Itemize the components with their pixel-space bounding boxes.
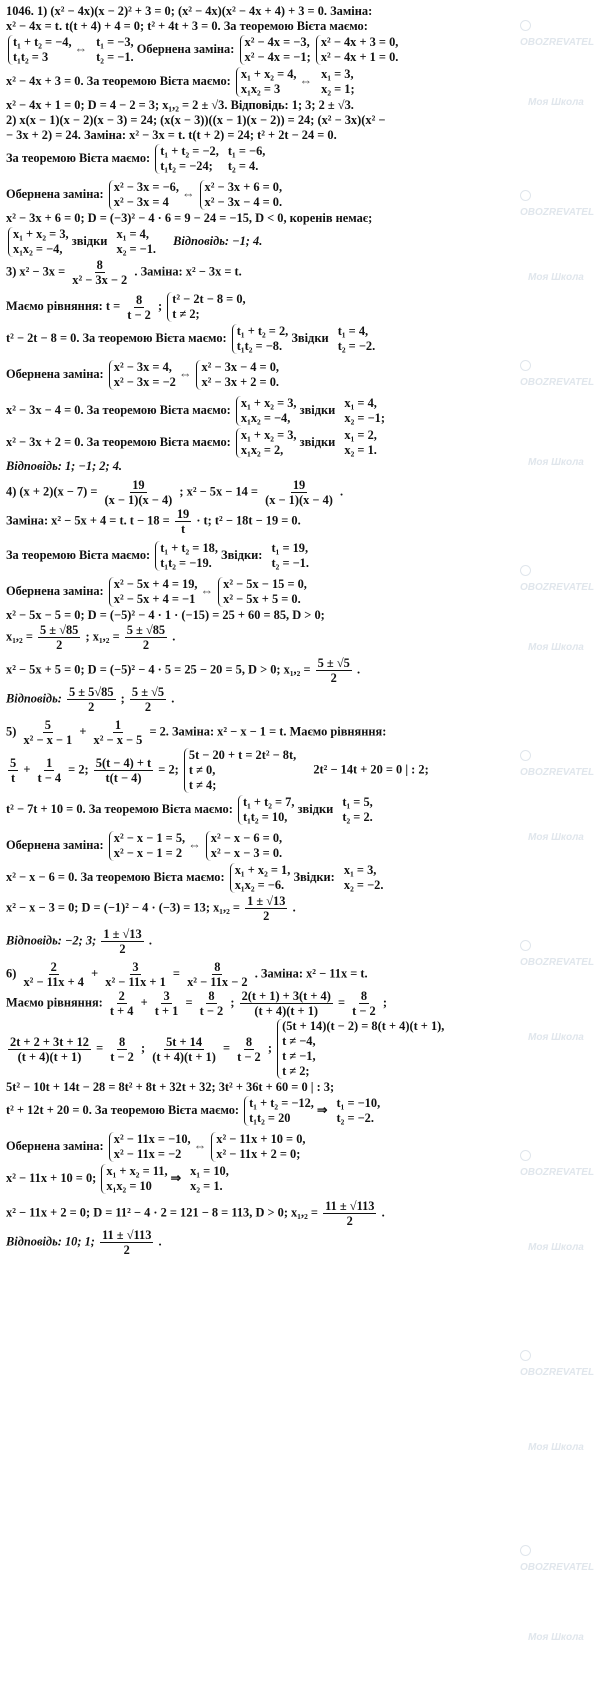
fraction: $\frac{2(t + 1) + 3(t + 4)}{(t + 4)(t + 1)}$: [241, 989, 331, 1018]
fraction: $\frac{8}{\text{x² − 3x − 2}}$: [72, 258, 128, 287]
text-line: x² − 4x + 1 = 0; D = 4 − 2 = 3; x₁,₂ = 2 ± √3. Відповідь: 1; 3; 2 ± √3.: [6, 98, 354, 112]
system: x² − 5x − 15 = 0, x² − 5x + 5 = 0.: [216, 577, 307, 607]
system: x₁ + x₂ = 3, x₁x₂ = −4,: [6, 227, 69, 257]
fraction: $\frac{1 \pm √13}{2}$: [103, 927, 142, 956]
text-line: 2) x(x − 1)(x − 2)(x − 3) = 24; (x(x − 3))((x − 1)(x − 2)) = 24; (x² − 3x)(x² −: [6, 113, 386, 127]
equation-block: 3) x² − 3x = $\frac{8}{\text{x² − 3x − 2}}$ . Заміна: x² − 3x = t.: [6, 258, 242, 287]
watermark-obozrevatel: OBOZREVATEL: [520, 565, 600, 595]
equation-block: 5) $\frac{5}{\text{x² − x − 1}}$ + $\frac{1}{\text{x² − x − 5}}$ = 2. Заміна: x² − x − 1 = t. Маємо рівняння:: [6, 718, 387, 747]
fraction: $\frac{5t + 14}{(t + 4)(t + 1)}$: [152, 1034, 216, 1064]
equation-block: x² − 5x + 5 = 0; D = (−5)² − 4 · 5 = 25 − 20 = 5, D > 0; x₁,₂ = $\frac{5 \pm √5}{2}$ .: [6, 656, 361, 685]
fraction: $\frac{5 \pm √5}{2}$: [131, 685, 165, 714]
equation-block: Обернена заміна: x² − 3x = −6, x² − 3x = 4 ⇔ x² − 3x + 6 = 0, x² − 3x − 4 = 0.: [6, 180, 283, 209]
fraction: $\frac{8}{t - 2}$: [199, 989, 224, 1018]
system: x² − 3x = 4, x² − 3x = −2: [107, 360, 176, 390]
equation-block: Обернена заміна: x² − 3x = 4, x² − 3x = −2 ⇔ x² − 3x − 4 = 0, x² − 3x + 2 = 0.: [6, 360, 280, 389]
equation-block: t₁ + t₂ = −4, t₁t₂ = 3 ⇔ t₁ = −3, t₂ = −1. Обернена заміна: x² − 4x = −3, x² − 4x = −1; x² − 4x + 3 = 0, x² − 4x + 1 = 0.: [6, 34, 592, 66]
system: t₁ = 19, t₂ = −1.: [271, 541, 309, 570]
text-line: 5t² − 10t + 14t − 28 = 8t² + 8t + 32t + 32; 3t² + 36t + 60 = 0 | : 3;: [6, 1080, 335, 1094]
equation-block: x² − x − 3 = 0; D = (−1)² − 4 · (−3) = 13; x₁,₂ = $\frac{1 \pm √13}{2}$ .: [6, 894, 296, 923]
system: x² − 3x − 4 = 0, x² − 3x + 2 = 0.: [194, 360, 279, 390]
watermark-obozrevatel: OBOZREVATEL: [520, 1150, 600, 1180]
answer-line: Відповідь: −2; 3; $\frac{1 \pm √13}{2}$ .: [6, 927, 152, 956]
equation-block: t² + 12t + 20 = 0. За теоремою Вієта маємо: t₁ + t₂ = −12, t₁t₂ = 20 ⇒ t₁ = −10, t₂ = −2.: [6, 1096, 381, 1125]
equation-block: x² − 3x − 4 = 0. За теоремою Вієта маємо: x₁ + x₂ = 3, x₁x₂ = −4, звідки x₁ = 4, x₂ = −1;: [6, 396, 385, 425]
fraction: $\frac{1 \pm √13}{2}$: [247, 894, 286, 923]
system: x₁ = 2, x₂ = 1.: [344, 428, 377, 457]
equation-block: 6) $\frac{2}{\text{x² − 11x + 4}}$ + $\frac{3}{\text{x² − 11x + 1}}$ = $\frac{8}{\text{x² − 11x − 2}}$ . Заміна: x² − 11x = t.: [6, 960, 368, 989]
text-line: 1046. 1) (x² − 4x)(x − 2)² + 3 = 0; (x² − 4x)(x² − 4x + 4) + 3 = 0. Заміна:: [6, 4, 373, 18]
text-line: − 3x + 2) = 24. Заміна: x² − 3x = t. t(t + 2) = 24; t² + 2t − 24 = 0.: [6, 128, 337, 142]
fraction: $\frac{11 \pm √113}{2}$: [102, 1228, 152, 1257]
text-line: x² − 4x = t. t(t + 4) + 4 = 0; t² + 4t + 3 = 0. За теоремою Вієта маємо:: [6, 19, 368, 33]
fraction: $\frac{3}{\text{x² − 11x + 1}}$: [105, 960, 166, 989]
fraction: $\frac{19}{(x - 1)(x - 4)}$: [104, 478, 173, 507]
equation-block: Маємо рівняння: t = $\frac{8}{t - 2}$ ; t² − 2t − 8 = 0, t ≠ 2;: [6, 292, 246, 322]
fraction: $\frac{5 \pm 5√85}{2}$: [68, 685, 114, 714]
system: x² − 3x = −6, x² − 3x = 4: [107, 180, 179, 210]
equation-block: $\frac{5}{t}$ + $\frac{1}{t - 4}$ = 2; $\frac{5(t - 4) + t}{t(t - 4)}$ = 2; 5t − 20 + t = 2t² − 8t, t ≠ 0, t ≠ 4; 2t² − 14t + 20 = 0 | : 2;: [10, 748, 429, 792]
system: t₁ + t₂ = −4, t₁t₂ = 3: [6, 35, 72, 65]
system: x₁ + x₂ = 11, x₁x₂ = 10: [99, 1164, 167, 1194]
system: x² − 5x + 4 = 19, x² − 5x + 4 = −1: [107, 577, 198, 607]
system: x₁ + x₂ = 3, x₁x₂ = −4,: [234, 396, 297, 426]
fraction: $\frac{19}{t}$: [176, 507, 190, 536]
watermark-obozrevatel: OBOZREVATEL: [520, 750, 600, 780]
system: t₁ = −3, t₂ = −1.: [96, 35, 134, 64]
system: t₁ + t₂ = 18, t₁t₂ = −19.: [153, 541, 218, 571]
system: t₁ + t₂ = −2, t₁t₂ = −24;: [153, 144, 219, 174]
answer-line: Відповідь: $\frac{5 \pm 5√85}{2}$ ; $\frac{5 \pm √5}{2}$ .: [6, 685, 175, 714]
equation-block: x² − 3x + 2 = 0. За теоремою Вієта маємо: x₁ + x₂ = 3, x₁x₂ = 2, звідки x₁ = 2, x₂ = 1.: [6, 428, 377, 457]
fraction: $\frac{11 \pm √113}{2}$: [325, 1199, 375, 1228]
fraction: $\frac{5(t - 4) + t}{t(t - 4)}$: [95, 756, 152, 785]
equation-block: t² − 2t − 8 = 0. За теоремою Вієта маємо: t₁ + t₂ = 2, t₁t₂ = −8. Звідки t₁ = 4, t₂ = −2.: [6, 324, 376, 353]
fraction: $\frac{2}{t + 4}$: [109, 989, 134, 1018]
watermark-obozrevatel: OBOZREVATEL: [520, 1350, 600, 1380]
watermark-moya-shkola: Моя Школа: [528, 642, 584, 653]
equation-block: Обернена заміна: x² − x − 1 = 5, x² − x − 1 = 2 ⇔ x² − x − 6 = 0, x² − x − 3 = 0.: [6, 831, 283, 860]
equation-block: За теоремою Вієта маємо: t₁ + t₂ = −2, t₁t₂ = −24; t₁ = −6, t₂ = 4.: [6, 144, 266, 173]
equation-block: x² − 11x + 10 = 0; x₁ + x₂ = 11, x₁x₂ = 10 ⇒ x₁ = 10, x₂ = 1.: [6, 1164, 229, 1193]
system: x₁ = 3, x₂ = 1;: [321, 67, 355, 96]
system: x₁ = 4, x₂ = −1.: [116, 227, 157, 256]
system: t₁ = −6, t₂ = 4.: [227, 144, 266, 173]
equation-block: x² − x − 6 = 0. За теоремою Вієта маємо: x₁ + x₂ = 1, x₁x₂ = −6. Звідки: x₁ = 3, x₂ = −2.: [6, 863, 384, 892]
fraction: $\frac{8}{t - 2}$: [237, 1034, 261, 1064]
answer-line: Відповідь: 1; −1; 2; 4.: [6, 459, 123, 473]
fraction: $\frac{8}{t - 2}$: [352, 989, 376, 1018]
system: x² − 11x + 10 = 0, x² − 11x + 2 = 0;: [209, 1132, 305, 1162]
system: x₁ = 10, x₂ = 1.: [190, 1164, 229, 1193]
equation-block: За теоремою Вієта маємо: t₁ + t₂ = 18, t₁t₂ = −19. Звідки: t₁ = 19, t₂ = −1.: [6, 541, 309, 570]
system: t₁ + t₂ = 2, t₁t₂ = −8.: [230, 324, 289, 354]
watermark-moya-shkola: Моя Школа: [528, 1442, 584, 1453]
fraction: $\frac{5 \pm √85}{2}$: [126, 623, 166, 652]
watermark-moya-shkola: Моя Школа: [528, 457, 584, 468]
fraction: $\frac{5}{\text{x² − x − 1}}$: [23, 718, 73, 747]
fraction: $\frac{5 \pm √5}{2}$: [317, 656, 350, 685]
equation-block: Обернена заміна: x² − 11x = −10, x² − 11x = −2 ⇔ x² − 11x + 10 = 0, x² − 11x + 2 = 0;: [6, 1132, 306, 1161]
system: x₁ + x₂ = 4, x₁x₂ = 3: [234, 67, 297, 97]
equation-block: x₁ + x₂ = 3, x₁x₂ = −4, звідки x₁ = 4, x₂ = −1. Відповідь: −1; 4.: [6, 226, 592, 258]
system: x² − 4x = −3, x² − 4x = −1;: [238, 35, 311, 65]
fraction: $\frac{19}{(x - 1)(x - 4)}$: [265, 478, 333, 507]
answer-line: Відповідь: 10; 1; $\frac{11 \pm √113}{2}$ .: [6, 1228, 162, 1257]
equation-block: $\frac{2t + 2 + 3t + 12}{(t + 4)(t + 1)}$ = $\frac{8}{t - 2}$ ; $\frac{5t + 14}{(t + 4)(t + 1)}$ = $\frac{8}{t - 2}$ ; (5t + 14)(t − 2) = 8(t + 4)(t + 1), t ≠ −4, t ≠ −1, t ≠ 2;: [10, 1019, 445, 1078]
system: x² − 11x = −10, x² − 11x = −2: [107, 1132, 191, 1162]
equation-block: x₁,₂ = $\frac{5 \pm √85}{2}$ ; x₁,₂ = $\frac{5 \pm √85}{2}$ .: [6, 623, 176, 652]
watermark-obozrevatel: OBOZREVATEL: [520, 940, 600, 970]
watermark-obozrevatel: OBOZREVATEL: [520, 190, 600, 220]
fraction: $\frac{5 \pm √85}{2}$: [40, 623, 79, 652]
system: x² − x − 1 = 5, x² − x − 1 = 2: [107, 831, 185, 861]
system: t₁ + t₂ = 7, t₁t₂ = 10,: [236, 795, 295, 825]
text-line: x² − 5x − 5 = 0; D = (−5)² − 4 · 1 · (−15) = 25 + 60 = 85, D > 0;: [6, 608, 325, 622]
system: x² − 4x + 3 = 0, x² − 4x + 1 = 0.: [314, 35, 399, 65]
fraction: $\frac{1}{t - 4}$: [37, 756, 62, 785]
watermark-moya-shkola: Моя Школа: [528, 832, 584, 843]
system: x² − x − 6 = 0, x² − x − 3 = 0.: [204, 831, 282, 861]
equation-block: t² − 7t + 10 = 0. За теоремою Вієта маємо: t₁ + t₂ = 7, t₁t₂ = 10, звідки t₁ = 5, t₂ = 2.: [6, 795, 373, 824]
equation-block: Обернена заміна: x² − 5x + 4 = 19, x² − 5x + 4 = −1 ⇔ x² − 5x − 15 = 0, x² − 5x + 5 = 0.: [6, 577, 307, 606]
system: x₁ = 4, x₂ = −1;: [344, 396, 385, 425]
watermark-obozrevatel: OBOZREVATEL: [520, 1545, 600, 1575]
watermark-obozrevatel: OBOZREVATEL: [520, 20, 600, 50]
system: (5t + 14)(t − 2) = 8(t + 4)(t + 1), t ≠ −4, t ≠ −1, t ≠ 2;: [275, 1019, 444, 1079]
fraction: $\frac{2}{\text{x² − 11x + 4}}$: [23, 960, 84, 989]
equation-block: 4) (x + 2)(x − 7) = $\frac{19}{(x - 1)(x - 4)}$ ; x² − 5x − 14 = $\frac{19}{(x - 1)(x - 4)}$ .: [6, 478, 344, 507]
fraction: $\frac{8}{t - 2}$: [127, 292, 151, 322]
system: x₁ + x₂ = 3, x₁x₂ = 2,: [234, 428, 297, 458]
fraction: $\frac{5}{t}$: [10, 756, 17, 785]
equation-block: Заміна: x² − 5x + 4 = t. t − 18 = $\frac{19}{t}$ · t; t² − 18t − 19 = 0.: [6, 507, 301, 536]
fraction: $\frac{2t + 2 + 3t + 12}{(t + 4)(t + 1)}$: [10, 1034, 89, 1064]
watermark-moya-shkola: Моя Школа: [528, 1032, 584, 1043]
text-line: x² − 3x + 6 = 0; D = (−3)² − 4 · 6 = 9 − 24 = −15, D < 0, коренів немає;: [6, 211, 373, 225]
system: t₁ = 5, t₂ = 2.: [342, 795, 373, 824]
system: x₁ + x₂ = 1, x₁x₂ = −6.: [228, 863, 291, 893]
fraction: $\frac{3}{t + 1}$: [154, 989, 179, 1018]
system: t₁ = 4, t₂ = −2.: [337, 324, 376, 353]
system: x² − 3x + 6 = 0, x² − 3x − 4 = 0.: [198, 180, 283, 210]
system: t₁ = −10, t₂ = −2.: [336, 1096, 381, 1125]
system: x₁ = 3, x₂ = −2.: [343, 863, 384, 892]
equation-block: x² − 11x + 2 = 0; D = 11² − 4 · 2 = 121 − 8 = 113, D > 0; x₁,₂ = $\frac{11 \pm √113}{2}$ .: [6, 1199, 385, 1228]
watermark-moya-shkola: Моя Школа: [528, 272, 584, 283]
watermark-moya-shkola: Моя Школа: [528, 1242, 584, 1253]
watermark-moya-shkola: Моя Школа: [528, 1632, 584, 1643]
system: t² − 2t − 8 = 0, t ≠ 2;: [165, 292, 245, 322]
watermark-moya-shkola: Моя Школа: [528, 97, 584, 108]
equation-block: x² − 4x + 3 = 0. За теоремою Вієта маємо: x₁ + x₂ = 4, x₁x₂ = 3 ⇔ x₁ = 3, x₂ = 1;: [6, 67, 355, 96]
watermark-obozrevatel: OBOZREVATEL: [520, 360, 600, 390]
fraction: $\frac{8}{\text{x² − 11x − 2}}$: [187, 960, 248, 989]
system: t₁ + t₂ = −12, t₁t₂ = 20: [242, 1096, 314, 1126]
equation-block: Маємо рівняння: $\frac{2}{t + 4}$ + $\frac{3}{t + 1}$ = $\frac{8}{t - 2}$ ; $\frac{2(t + 1) + 3(t + 4)}{(t + 4)(t + 1)}$ = $\frac{8}{t - 2}$ ;: [6, 989, 387, 1018]
system: 5t − 20 + t = 2t² − 8t, t ≠ 0, t ≠ 4;: [182, 748, 296, 793]
fraction: $\frac{8}{t - 2}$: [110, 1034, 134, 1064]
fraction: $\frac{1}{\text{x² − x − 5}}$: [93, 718, 143, 747]
